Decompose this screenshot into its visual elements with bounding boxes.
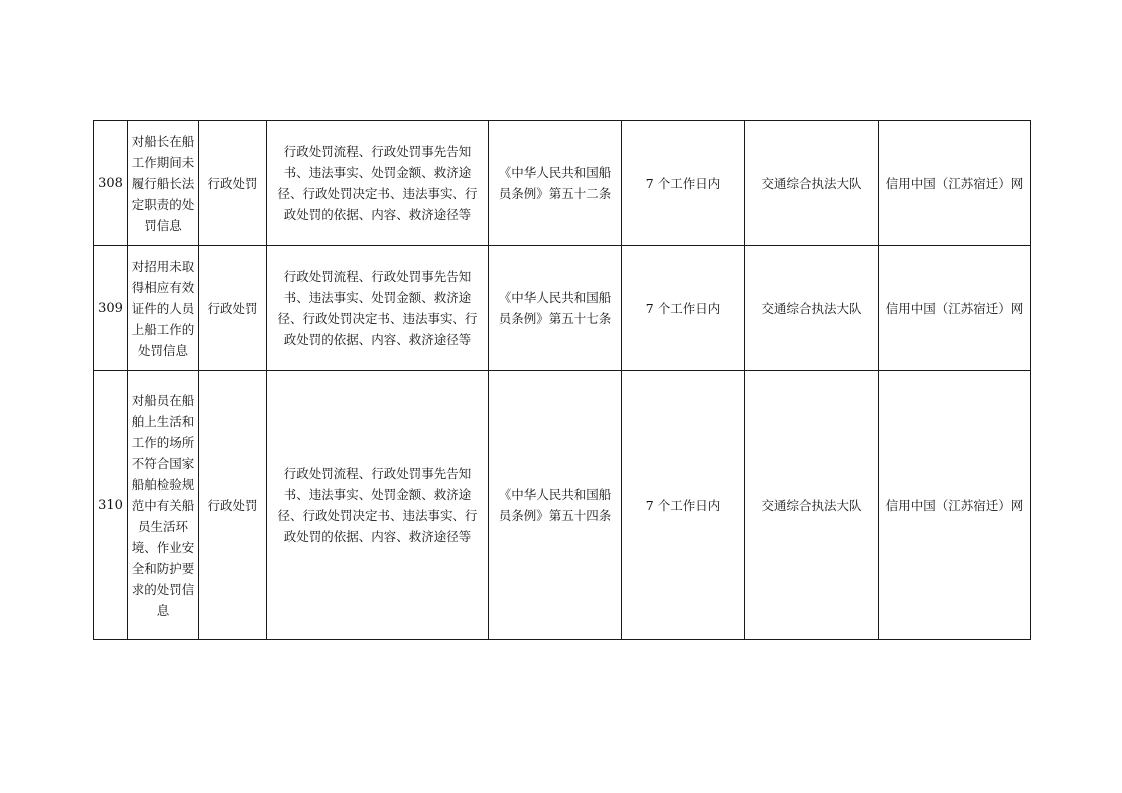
table-row	[94, 371, 1031, 640]
item-name: 对船员在船舶上生活和工作的场所不符合国家船舶检验规范中有关船员生活环境、作业安全和防护要求的处罚信息	[128, 371, 199, 640]
item-name: 对招用未取得相应有效证件的人员上船工作的处罚信息	[128, 246, 199, 371]
disclosure-content: 行政处罚流程、行政处罚事先告知书、违法事实、处罚金额、救济途径、行政处罚决定书、违法事实、行政处罚的依据、内容、救济途径等	[267, 121, 489, 246]
table-row	[94, 121, 1031, 246]
row-number: 310	[94, 371, 128, 640]
table-row	[94, 246, 1031, 371]
time-limit: 7 个工作日内	[622, 371, 745, 640]
item-name: 对船长在船工作期间未履行船长法定职责的处罚信息	[128, 121, 199, 246]
responsible-department: 交通综合执法大队	[745, 246, 879, 371]
disclosure-channel: 信用中国（江苏宿迁）网	[879, 121, 1031, 246]
disclosure-content: 行政处罚流程、行政处罚事先告知书、违法事实、处罚金额、救济途径、行政处罚决定书、违法事实、行政处罚的依据、内容、救济途径等	[267, 246, 489, 371]
legal-basis: 《中华人民共和国船员条例》第五十四条	[489, 371, 622, 640]
row-number: 308	[94, 121, 128, 246]
disclosure-content: 行政处罚流程、行政处罚事先告知书、违法事实、处罚金额、救济途径、行政处罚决定书、违法事实、行政处罚的依据、内容、救济途径等	[267, 371, 489, 640]
disclosure-channel: 信用中国（江苏宿迁）网	[879, 371, 1031, 640]
item-category: 行政处罚	[199, 371, 267, 640]
disclosure-channel: 信用中国（江苏宿迁）网	[879, 246, 1031, 371]
responsible-department: 交通综合执法大队	[745, 371, 879, 640]
item-category: 行政处罚	[199, 121, 267, 246]
row-number: 309	[94, 246, 128, 371]
legal-basis: 《中华人民共和国船员条例》第五十二条	[489, 121, 622, 246]
legal-basis: 《中华人民共和国船员条例》第五十七条	[489, 246, 622, 371]
disclosure-table	[93, 120, 1031, 640]
time-limit: 7 个工作日内	[622, 121, 745, 246]
item-category: 行政处罚	[199, 246, 267, 371]
responsible-department: 交通综合执法大队	[745, 121, 879, 246]
time-limit: 7 个工作日内	[622, 246, 745, 371]
